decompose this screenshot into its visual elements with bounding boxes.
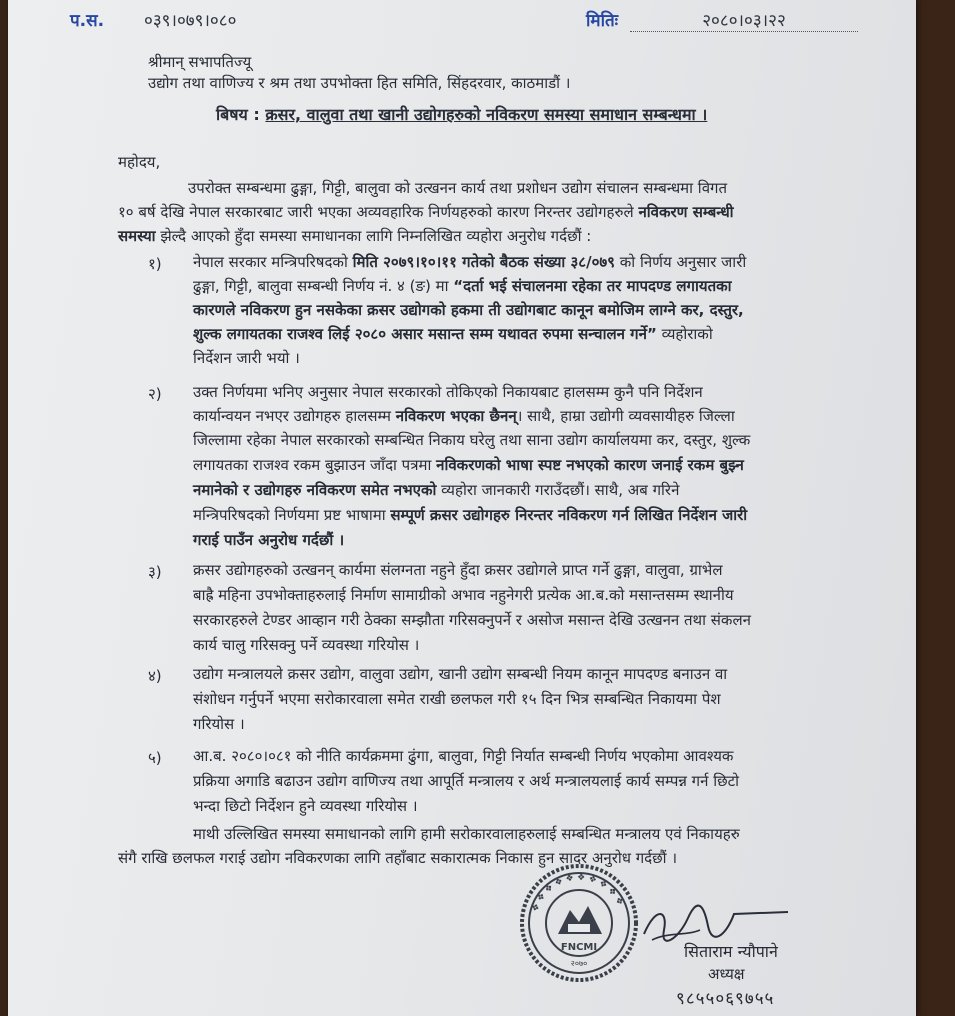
signatory-title: अध्यक्ष xyxy=(708,965,745,983)
signatory-phone: ९८५५०६९७५५ xyxy=(676,989,775,1009)
point-4-line-1: उद्योग मन्त्रालयले क्रसर उद्योग, वालुवा उद्योग, खानी उद्योग सम्बन्धी नियम कानून मापदण्ड बनाउन वा xyxy=(193,665,728,683)
point-1-line-1: नेपाल सरकार मन्त्रिपरिषदको मिति २०७९।१०।११ गतेको बैठक संख्या ३८/०७९ को निर्णय अनुसार जारी xyxy=(193,253,747,271)
intro-line-1: उपरोक्त सम्बन्धमा ढुङ्गा, गिट्टी, बालुवा को उत्खनन कार्य तथा प्रशोधन उद्योग संचालन सम्बन्धमा विगत xyxy=(188,179,728,197)
stamp-acronym: FNCMI xyxy=(560,942,598,953)
intro-line-2: १० बर्ष देखि नेपाल सरकारबाट जारी भएका अव्यवहारिक निर्णयहरुको कारण निरन्तर उद्योगहरुले नविकरण सम्बन्धी xyxy=(118,203,734,221)
subject-text: क्रसर, वालुवा तथा खानी उद्योगहरुको नविकरण समस्या समाधान सम्बन्धमा । xyxy=(265,105,708,124)
point-5-line-3: भन्दा छिटो निर्देशन हुने व्यवस्था गरियोस । xyxy=(193,797,418,815)
recipient-line-1: श्रीमान् सभापतिज्यू xyxy=(148,53,252,71)
point-4-line-2: संशोधन गर्नुपर्ने भएमा सरोकारवाला समेत राखी छलफल गरी १५ दिन भित्र सम्बन्धित निकायमा पेश xyxy=(193,690,721,708)
recipient-line-2: उद्योग तथा वाणिज्य र श्रम तथा उपभोक्ता हित समिति, सिंहदरवार, काठमाडौं । xyxy=(148,74,571,92)
date-label: मितिः xyxy=(586,11,619,31)
stamp-year: २०७० xyxy=(570,959,588,968)
organization-stamp xyxy=(518,862,640,984)
point-4-line-3: गरियोस । xyxy=(193,715,245,733)
ref-label: प.स. xyxy=(70,11,105,31)
subject-label: बिषय : xyxy=(216,105,260,124)
subject-line xyxy=(216,103,707,125)
date-value: २०८०।०३।२२ xyxy=(630,8,858,32)
point-3-number: ३) xyxy=(148,563,162,581)
closing-line-2: संगै राखि छलफल गराई उद्योग नविकरणका लागि तहाँबाट सकारात्मक निकास हुन सादर अनुरोध गर्दछौं । xyxy=(118,849,678,867)
point-3-line-1: क्रसर उद्योगहरुको उत्खनन् कार्यमा संलग्नता नहुने हुँदा क्रसर उद्योगले प्राप्त गर्ने ढुङ्गा, वालुवा, ग्राभेल xyxy=(193,561,723,579)
letter-sheet xyxy=(8,0,916,1016)
signatory-name: सिताराम न्यौपाने xyxy=(684,942,778,961)
point-2-line-6: मन्त्रिपरिषदको निर्णयमा प्रष्ट भाषामा सम्पूर्ण क्रसर उद्योगहरु निरन्तर नविकरण गर्न लिखित निर्देशन जारी xyxy=(193,506,748,524)
salutation: महोदय, xyxy=(118,153,161,171)
point-3-line-2: बाह्रै महिना उपभोक्ताहरुलाई निर्माण सामाग्रीको अभाव नहुनेगरी प्रत्येक आ.ब.को मसान्तसम्म स्थानीय xyxy=(193,586,734,604)
point-1-line-4: शुल्क लगायतका राजश्व लिई २०८० असार मसान्त सम्म यथावत रुपमा सन्चालन गर्ने” व्यहोराको xyxy=(193,325,713,343)
svg-text:❖ ❖ ❖ ❖ ❖ ❖ ❖ ❖ ❖ ❖: ❖ ❖ ❖ ❖ ❖ ❖ ❖ ❖ ❖ ❖ xyxy=(530,872,625,914)
closing-line-1: माथी उल्लिखित समस्या समाधानको लागि हामी सरोकारवालाहरुलाई सम्बन्धित मन्त्रालय एवं निकायहरु xyxy=(193,825,740,843)
point-5-line-2: प्रक्रिया अगाडि बढाउन उद्योग वाणिज्य तथा आपूर्ति मन्त्रालय र अर्थ मन्त्रालयलाई कार्य सम्पन्न गर्न छिटो xyxy=(193,772,740,790)
point-1-line-3: कारणले नविकरण हुन नसकेका क्रसर उद्योगको हकमा ती उद्योगबाट कानून बमोजिम लाग्ने कर, दस्तुर, xyxy=(193,301,744,319)
point-2-line-5: नमानेको र उद्योगहरु नविकरण समेत नभएको व्यहोरा जानकारी गराउँदछौं। साथै, अब गरिने xyxy=(193,481,680,499)
point-3-line-4: कार्य चालु गरिसक्नु पर्ने व्यवस्था गरियोस । xyxy=(193,636,420,654)
point-1-number: १) xyxy=(148,255,162,273)
point-4-number: ४) xyxy=(148,667,162,685)
point-1-line-5: निर्देशन जारी भयो । xyxy=(193,349,300,367)
ref-number: ०३९।०७९।०८० xyxy=(144,11,237,31)
point-2-line-1: उक्त निर्णयमा भनिए अनुसार नेपाल सरकारको तोकिएको निकायबाट हालसम्म कुनै पनि निर्देशन xyxy=(193,383,703,401)
point-2-line-3: जिल्लामा रहेका नेपाल सरकारको सम्बन्धित निकाय घरेलु तथा साना उद्योग कार्यालयमा कर, दस्तुर, शुल्क xyxy=(193,431,751,449)
point-1-line-2: ढुङ्गा, गिट्टी, बालुवा सम्बन्धी निर्णय नं. ४ (ङ) मा “दर्ता भई संचालनमा रहेका तर मापदण्ड लगायतका xyxy=(193,277,732,295)
point-5-line-1: आ.ब. २०८०।०८१ को नीति कार्यक्रममा ढुंगा, बालुवा, गिट्टी निर्यात सम्बन्धी निर्णय भएकोमा आवश्यक xyxy=(193,747,734,765)
intro-line-3: समस्या झेल्दै आएको हुँदा समस्या समाधानका लागि निम्नलिखित व्यहोरा अनुरोध गर्दछौं : xyxy=(118,227,592,245)
point-5-number: ५) xyxy=(148,749,162,767)
point-2-line-4: लगायतका राजश्व रकम बुझाउन जाँदा पत्रमा नविकरणको भाषा स्पष्ट नभएको कारण जनाई रकम बुझ्न xyxy=(193,456,744,474)
point-2-line-7: गराई पाउँन अनुरोध गर्दछौं । xyxy=(193,531,345,549)
point-3-line-3: सरकारहरुले टेण्डर आव्हान गरी ठेक्का सम्झौता गरिसक्नुपर्ने र असोज मसान्त देखि उत्खनन तथा संकलन xyxy=(193,611,751,629)
point-2-line-2: कार्यान्वयन नभएर उद्योगहरु हालसम्म नविकरण भएका छैनन्। साथै, हाम्रा उद्योगी व्यवसायीहरु जिल्ला xyxy=(193,407,735,425)
point-2-number: २) xyxy=(148,385,162,403)
